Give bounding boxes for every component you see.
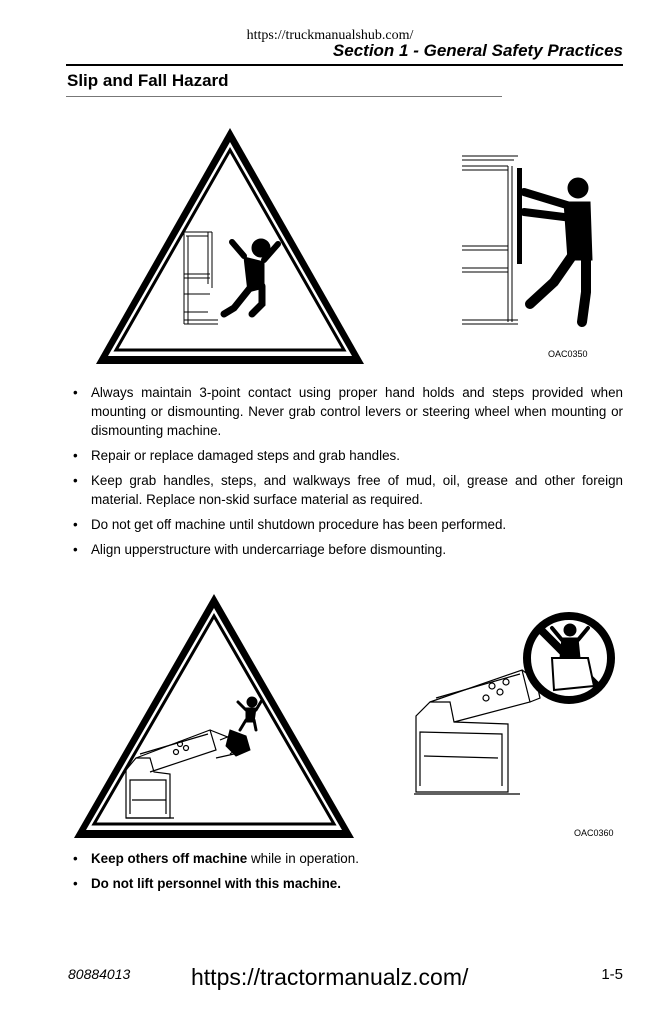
section-title: Section 1 - General Safety Practices bbox=[332, 41, 623, 60]
bullet-glyph: • bbox=[73, 517, 78, 532]
list-item: • Align upperstructure with undercarriage before dismounting. bbox=[73, 542, 447, 557]
three-point-contact-icon bbox=[460, 152, 600, 330]
figure2-code: OAC0360 bbox=[574, 828, 614, 838]
list-item: • Always maintain 3-point contact using proper hand holds and steps provided when mounting or dismounting. Never grab control levers or steering wheel when mounting or dismounting machine. bbox=[73, 385, 623, 438]
slip-fall-warning-icon bbox=[92, 124, 368, 368]
footer-page-number: 1-5 bbox=[601, 966, 623, 983]
bullet-list-2 bbox=[68, 849, 623, 899]
bullet-glyph: • bbox=[73, 851, 78, 866]
list-item: • Keep others off machine while in operation. bbox=[73, 851, 359, 866]
bullet-glyph: • bbox=[73, 448, 78, 463]
lift-hazard-warning-icon bbox=[70, 590, 358, 842]
list-item: • Repair or replace damaged steps and grab handles. bbox=[73, 448, 400, 463]
top-url[interactable]: https://truckmanualshub.com/ bbox=[246, 28, 414, 43]
list-item: • Do not lift personnel with this machine. bbox=[73, 876, 341, 891]
page-heading: Slip and Fall Hazard bbox=[67, 71, 229, 90]
footer-url[interactable]: https://tractormanualz.com/ bbox=[191, 964, 469, 990]
bullet-glyph: • bbox=[73, 473, 78, 488]
bullet-list-1 bbox=[68, 383, 623, 565]
bullet-glyph: • bbox=[73, 542, 78, 557]
bullet-glyph: • bbox=[73, 876, 78, 891]
no-personnel-lift-icon bbox=[412, 606, 622, 800]
heading-rule bbox=[66, 96, 502, 97]
header-rule bbox=[66, 64, 623, 66]
list-item: • Do not get off machine until shutdown procedure has been performed. bbox=[73, 517, 507, 532]
footer-doc-number: 80884013 bbox=[68, 966, 131, 982]
bullet-glyph: • bbox=[73, 385, 78, 400]
list-item: • Keep grab handles, steps, and walkways free of mud, oil, grease and other foreign material. Replace non-skid surface material as required. bbox=[73, 473, 623, 507]
figure1-code: OAC0350 bbox=[548, 349, 588, 359]
